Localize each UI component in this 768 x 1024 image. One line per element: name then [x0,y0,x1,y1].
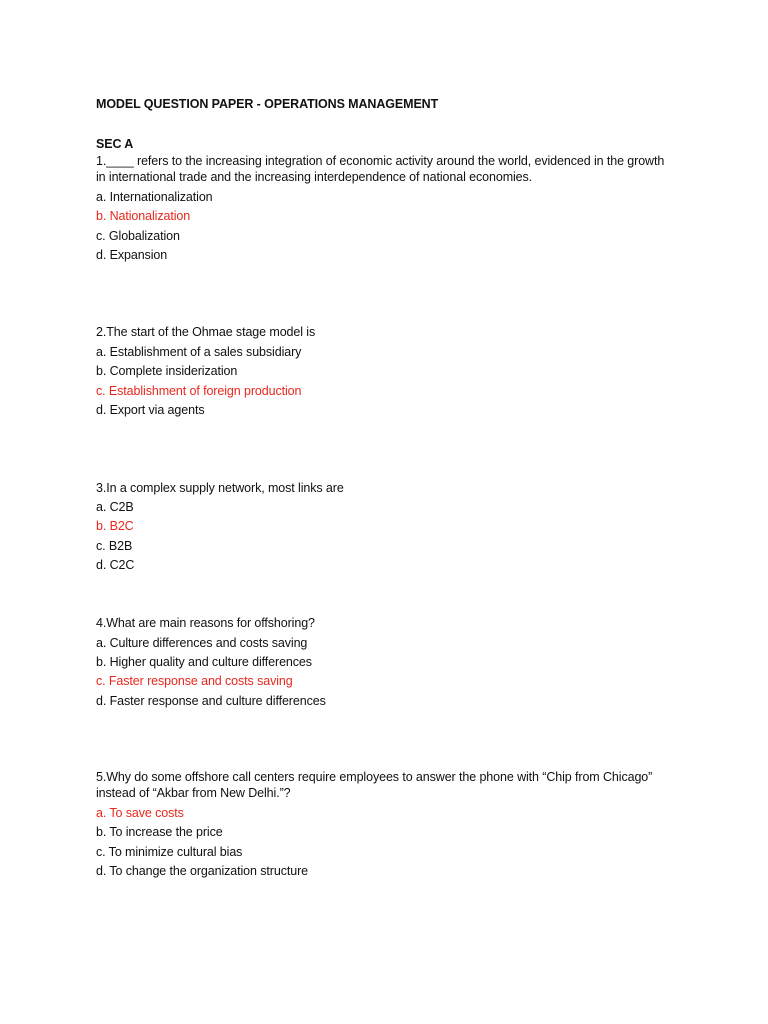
option-c: c. Globalization [96,229,180,243]
document-title: MODEL QUESTION PAPER - OPERATIONS MANAGEMENT [96,97,439,111]
option-b: b. To increase the price [96,825,223,839]
option-c-highlighted: c. Faster response and costs saving [96,674,293,688]
question-stem-line: in international trade and the increasing interdependence of national economies. [96,170,533,184]
option-c: c. B2B [96,539,133,553]
option-a: a. C2B [96,500,134,514]
option-a-highlighted: a. To save costs [96,806,184,820]
question-stem-line: 5.Why do some offshore call centers require employees to answer the phone with “Chip from Chicago” [96,770,653,784]
option-d: d. C2C [96,558,135,572]
option-b: b. Complete insiderization [96,364,238,378]
option-d: d. Expansion [96,248,168,262]
question-stem-line: 4.What are main reasons for offshoring? [96,616,315,630]
option-c-highlighted: c. Establishment of foreign production [96,384,302,398]
question-stem-line: 2.The start of the Ohmae stage model is [96,325,316,339]
option-a: a. Internationalization [96,190,213,204]
question-stem-line: 1.____ refers to the increasing integration of economic activity around the world, evidenced in the growth [96,154,665,168]
option-d: d. Faster response and culture differences [96,694,326,708]
option-d: d. To change the organization structure [96,864,308,878]
question-stem-line: 3.In a complex supply network, most links are [96,481,344,495]
section-heading: SEC A [96,137,134,151]
option-c: c. To minimize cultural bias [96,845,243,859]
option-b: b. Higher quality and culture differences [96,655,312,669]
option-b-highlighted: b. B2C [96,519,134,533]
question-stem-line: instead of “Akbar from New Delhi.”? [96,786,291,800]
option-b-highlighted: b. Nationalization [96,209,191,223]
option-d: d. Export via agents [96,403,205,417]
option-a: a. Establishment of a sales subsidiary [96,345,302,359]
option-a: a. Culture differences and costs saving [96,636,308,650]
